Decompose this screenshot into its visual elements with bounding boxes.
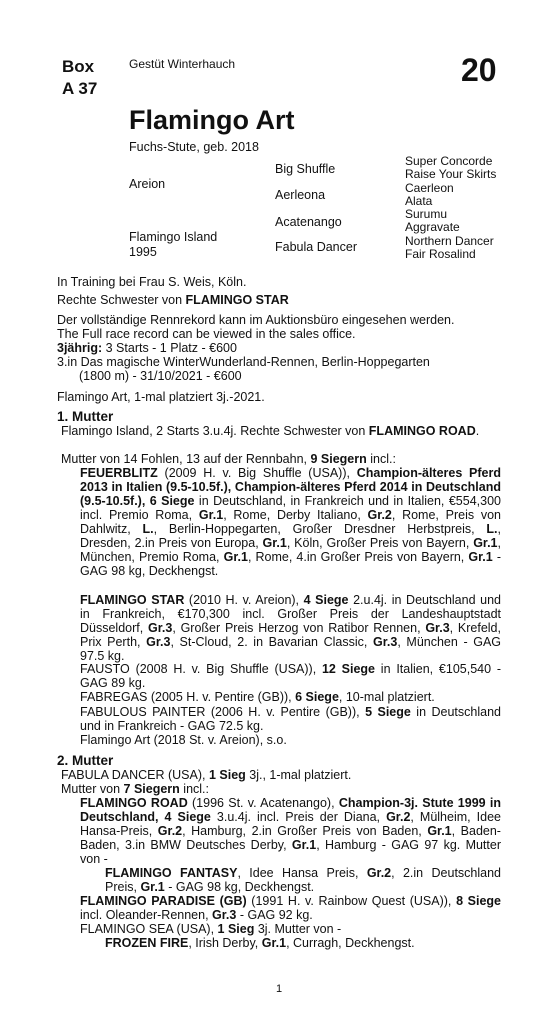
mutter2-intro: FABULA DANCER (USA), 1 Sieg 3j., 1-mal platziert.: [61, 768, 352, 782]
record-note: Der vollständige Rennrekord kann im Auktionsbüro eingesehen werden. The Full race record can be viewed in the sales office.: [57, 313, 455, 341]
pedigree-gen3-list: [405, 155, 496, 261]
page-number: 1: [276, 983, 283, 995]
box-label: [62, 56, 97, 100]
box-line-1: Box: [62, 57, 95, 76]
pedigree-gen2-2: Aerleona: [275, 188, 326, 202]
list-item-flamingo-star: FLAMINGO STAR (2010 H. v. Areion), 4 Siege 2.u.4j. in Deutschland und in Frankreich, €170,300 incl. Großer Preis der Landeshauptstadt Düsseldorf, Gr.3, Großer Preis Herzog von Ratibor Rennen, Gr.3, Krefeld, Prix Perth, Gr.3, St-Cloud, 2. in Bavarian Classic, Gr.3, München - GAG 97.5 kg.: [80, 593, 502, 663]
horse-description: Fuchs-Stute, geb. 2018: [129, 140, 259, 154]
list-item-frozen-fire: FROZEN FIRE, Irish Derby, Gr.1, Curragh, Deckhengst.: [105, 936, 415, 950]
sister-info: Rechte Schwester von FLAMINGO STAR: [57, 293, 289, 307]
horse-name: Flamingo Art: [129, 105, 295, 135]
list-item-fabulous-painter: FABULOUS PAINTER (2006 H. v. Pentire (GB)), 5 Siege in Deutschland und in Frankreich - GAG 72.5 kg.: [80, 705, 501, 733]
mutter1-foals: Mutter von 14 Fohlen, 13 auf der Rennbahn, 9 Siegern incl.:: [61, 452, 396, 466]
pedigree-gen2-3: Acatenango: [275, 215, 342, 229]
sister-name: FLAMINGO STAR: [185, 293, 289, 307]
list-item-feuerblitz: FEUERBLITZ (2009 H. v. Big Shuffle (USA)), Champion-älteres Pferd 2013 in Italien (9.5-10.5f.), Champion-älteres Pferd 2014 in Deutschland (9.5-10.5f.), 6 Siege in Deutschland, in Frankreich und in Italien, €554,300 incl. Premio Roma, Gr.1, Rome, Derby Italiano, Gr.2, Rome, Preis von Dahlwitz, L., Berlin-Hoppegarten, Großer Dresdner Herbstpreis, L., Dresden, 2.in Preis von Europa, Gr.1, Köln, Großer Preis von Bayern, Gr.1, München, Premio Roma, Gr.1, Rome, 4.in Großer Preis von Bayern, Gr.1 - GAG 98 kg, Deckhengst.: [80, 466, 502, 578]
pedigree-dam-year: 1995: [129, 245, 157, 259]
list-item-flamingo-road: FLAMINGO ROAD (1996 St. v. Acatenango), Champion-3j. Stute 1999 in Deutschland, 4 Siege 3.u.4j. incl. Preis der Diana, Gr.2, Mülheim, Idee Hansa-Preis, Gr.2, Hamburg, 2.in Großer Preis von Baden, Gr.1, Baden-Baden, 3.in BMW Deutsches Derby, Gr.1, Hamburg - GAG 97 kg. Mutter von -: [80, 796, 501, 866]
lot-number: 20: [461, 52, 497, 88]
pedigree-gen2-4: Fabula Dancer: [275, 240, 357, 254]
age3-record: 3jährig: 3 Starts - 1 Platz - €600: [57, 341, 237, 355]
breeder-name: Gestüt Winterhauch: [129, 57, 236, 71]
summary: Flamingo Art, 1-mal platziert 3j.-2021.: [57, 390, 265, 404]
pedigree-gen3-8: Fair Rosalind: [405, 247, 476, 262]
mutter2-foals: Mutter von 7 Siegern incl.:: [61, 782, 209, 796]
training-info: In Training bei Frau S. Weis, Köln.: [57, 275, 247, 289]
pedigree-dam: Flamingo Island: [129, 230, 218, 244]
pedigree-gen3-5: Surumu: [405, 207, 448, 222]
pedigree-sire: Areion: [129, 177, 166, 191]
list-item-flamingo-fantasy: FLAMINGO FANTASY, Idee Hansa Preis, Gr.2, 2.in Deutschland Preis, Gr.1 - GAG 98 kg, Deckhengst.: [105, 866, 501, 894]
list-item-fabregas: FABREGAS (2005 H. v. Pentire (GB)), 6 Siege, 10-mal platziert.: [80, 690, 435, 704]
pedigree-gen3-6: Aggravate: [405, 220, 460, 235]
list-item-flamingo-sea: FLAMINGO SEA (USA), 1 Sieg 3j. Mutter von -: [80, 922, 342, 936]
mutter1-intro: Flamingo Island, 2 Starts 3.u.4j. Rechte Schwester von FLAMINGO ROAD.: [61, 424, 480, 438]
section-heading-mutter2: 2. Mutter: [57, 753, 114, 768]
box-line-2: A 37: [62, 79, 98, 98]
section-heading-mutter1: 1. Mutter: [57, 409, 114, 424]
pedigree-gen3-7: Northern Dancer: [405, 233, 494, 248]
pedigree-gen3-3: Caerleon: [405, 180, 454, 195]
list-item-flamingo-paradise: FLAMINGO PARADISE (GB) (1991 H. v. Rainbow Quest (USA)), 8 Siege incl. Oleander-Rennen, Gr.3 - GAG 92 kg.: [80, 894, 502, 922]
pedigree-gen3-4: Alata: [405, 193, 433, 208]
list-item-flamingo-art: Flamingo Art (2018 St. v. Areion), s.o.: [80, 733, 287, 747]
pedigree-gen2-1: Big Shuffle: [275, 162, 336, 176]
pedigree-gen3-1: Super Concorde: [405, 154, 493, 168]
pedigree-gen3-2: Raise Your Skirts: [405, 167, 497, 182]
list-item-fausto: FAUSTO (2008 H. v. Big Shuffle (USA)), 12 Siege in Italien, €105,540 - GAG 89 kg.: [80, 662, 502, 690]
race-record: 3.in Das magische WinterWunderland-Rennen, Berlin-Hoppegarten (1800 m) - 31/10/2021 - €600: [57, 355, 430, 383]
